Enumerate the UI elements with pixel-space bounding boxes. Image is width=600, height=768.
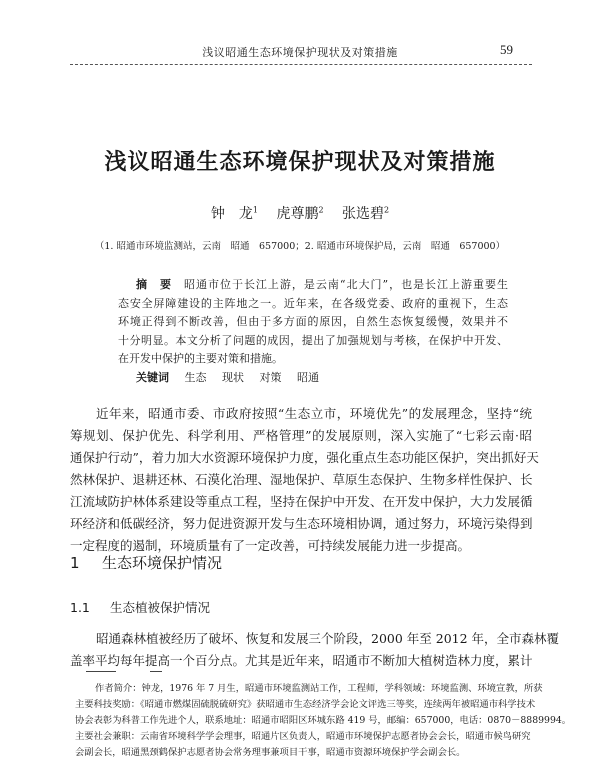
text-line: 环经济和低碳经济，努力促进资源开发与生态环境相协调，通过努力，环境污染得到 bbox=[70, 516, 533, 531]
keywords-label: 关键词 bbox=[136, 370, 169, 384]
keyword: 现状 bbox=[222, 370, 244, 384]
abstract-line: 态安全屏障建设的主阵地之一。近年来，在各级党委、政府的重视下，生态 bbox=[118, 296, 508, 310]
subsection-number: 1.1 bbox=[70, 600, 90, 615]
abstract-line: 在开发中保护的主要对策和措施。 bbox=[118, 352, 283, 365]
text-line: 一定程度的遏制，环境质量有了一定改善，可持续发展能力进一步提高。 bbox=[70, 538, 471, 553]
text-line: 通保护行动”，着力加大水资源环境保护力度，强化重点生态功能区保护，突出抓好天 bbox=[70, 450, 539, 465]
abstract-line: 摘 要 昭通市位于长江上游，是云南“北大门”，也是长江上游重要生 bbox=[136, 278, 509, 291]
subsection-title: 生态植被保护情况 bbox=[110, 600, 211, 615]
affiliation: （1. 昭通市环境监测站，云南 昭通 657000；2. 昭通市环境保护局，云南 昭通 657000） bbox=[94, 241, 506, 252]
footnote-line: 主要社会兼职：云南省环境科学学会理事，昭通片区负责人，昭通市环境保护志愿者协会会长，昭通市候鸟研究 bbox=[75, 731, 531, 742]
text-line: 然林保护、退耕还林、石漠化治理、湿地保护、草原生态保护、生物多样性保护、长 bbox=[70, 472, 533, 487]
keyword: 昭通 bbox=[297, 370, 319, 384]
author: 钟 龙$^1$ bbox=[210, 205, 258, 222]
footnote-rule bbox=[150, 671, 162, 672]
author: 虎尊鹏$^2$ bbox=[276, 205, 324, 222]
keywords bbox=[118, 369, 508, 388]
footnote-rule bbox=[86, 671, 116, 672]
section-title: 生态环境保护情况 bbox=[102, 554, 223, 572]
footnote-line: 主要科技奖励：《昭通市燃煤固硫脱硫研究》获昭通市生态经济学会论文评选三等奖，连续两年被昭通市科学技术 bbox=[75, 699, 536, 710]
subsection-heading bbox=[70, 598, 210, 616]
section-heading bbox=[70, 552, 222, 573]
running-header: 浅议昭通生态环境保护现状及对策措施 bbox=[202, 46, 398, 59]
page-number: 59 bbox=[500, 42, 513, 57]
abstract bbox=[118, 276, 508, 387]
abstract-line: 环境正得到不断改善，但由于多方面的原因，自然生态恢复缓慢，效果并不 bbox=[118, 315, 508, 328]
keyword: 对策 bbox=[259, 370, 282, 384]
footnote-line: 会副会长，昭通黑颈鹤保护志愿者协会常务理事兼项目干事，昭通市资源环境保护学会副会长。 bbox=[75, 747, 466, 758]
footnote-line: 作者简介：钟龙，1976 年 7 月生，昭通市环境监测站工作，工程师，学科领域：环境监测、环境宣教，所获 bbox=[95, 683, 543, 694]
abstract-label: 摘 要 bbox=[136, 278, 172, 291]
section-paragraph bbox=[70, 628, 560, 672]
article-title: 浅议昭通生态环境保护现状及对策措施 bbox=[104, 149, 496, 175]
text-line: 昭通森林植被经历了破坏、恢复和发展三个阶段，2000 年至 2012 年，全市森林覆 bbox=[96, 631, 560, 646]
text-line: 近年来，昭通市委、市政府按照“生态立市，环境优先”的发展理念，坚持“统 bbox=[96, 406, 532, 421]
author-list bbox=[0, 203, 600, 223]
text-line: 江流域防护林体系建设等重点工程，坚持在保护中开发、在开发中保护，大力发展循 bbox=[70, 494, 533, 509]
section-number: 1 bbox=[70, 554, 80, 572]
author: 张选碧$^2$ bbox=[342, 205, 390, 222]
footnote-line: 协会表彰为科普工作先进个人，联系地址：昭通市昭阳区环城东路 419 号，邮编：657000，电话：0870－8889994。 bbox=[75, 715, 572, 726]
abstract-line: 十分明显。本文分析了问题的成因，提出了加强规划与考核，在保护中开发、 bbox=[118, 333, 508, 347]
header-rule bbox=[70, 64, 532, 65]
intro-paragraph bbox=[70, 403, 539, 557]
author-footnote bbox=[75, 681, 572, 761]
text-line: 筹规划、保护优先、科学利用、严格管理”的发展原则，深入实施了“七彩云南·昭 bbox=[70, 428, 532, 443]
text-line: 盖率平均每年提高一个百分点。尤其是近年来，昭通市不断加大植树造林力度，累计 bbox=[70, 653, 533, 668]
keyword: 生态 bbox=[184, 370, 207, 384]
